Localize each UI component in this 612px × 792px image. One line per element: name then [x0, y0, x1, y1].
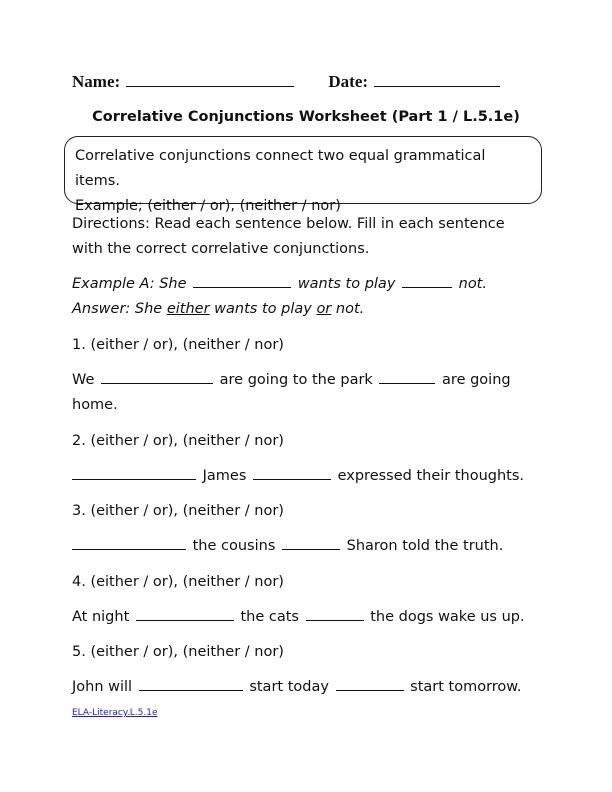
- question-2-sentence: [72, 464, 524, 489]
- question-3-sentence: [72, 534, 503, 559]
- q3-text-2: Sharon told the truth.: [346, 538, 504, 554]
- q5-blank-1[interactable]: [139, 678, 243, 691]
- example-sentence: [72, 272, 487, 297]
- answer-end: not.: [335, 301, 365, 317]
- question-5-sentence: [72, 675, 521, 700]
- answer-mid: wants to play: [214, 301, 312, 317]
- q4-text-1: At night: [72, 609, 130, 625]
- standard-link[interactable]: ELA-Literacy.L.5.1e: [72, 708, 158, 718]
- q4-text-2: the cats: [240, 609, 299, 625]
- q1-text-2: are going to the park: [219, 372, 373, 388]
- directions-line-1: Directions: Read each sentence below. Fill in each sentence: [72, 216, 505, 232]
- question-2-options: 2. (either / or), (neither / nor): [72, 433, 284, 449]
- example-blank-1: [193, 275, 291, 288]
- example-label: Example A:: [72, 276, 155, 292]
- example-answer: [72, 297, 364, 322]
- q3-blank-1[interactable]: [72, 537, 186, 550]
- q1-blank-1[interactable]: [101, 371, 213, 384]
- definition-line-1: Correlative conjunctions connect two equal grammatical items.: [75, 148, 486, 189]
- directions-line-2: with the correct correlative conjunctions.: [72, 241, 370, 257]
- answer-pre: She: [134, 301, 163, 317]
- date-field-line[interactable]: [374, 72, 500, 87]
- answer-word-either: either: [166, 301, 210, 317]
- q4-blank-1[interactable]: [136, 608, 234, 621]
- q5-blank-2[interactable]: [336, 678, 404, 691]
- question-1-sentence: [72, 368, 511, 393]
- answer-label: Answer:: [72, 301, 131, 317]
- question-3-options: 3. (either / or), (neither / nor): [72, 503, 284, 519]
- q3-blank-2[interactable]: [282, 537, 340, 550]
- q5-text-1: John will: [72, 679, 133, 695]
- name-label: Name:: [72, 72, 121, 91]
- q4-text-3: the dogs wake us up.: [370, 609, 525, 625]
- q5-text-2: start today: [249, 679, 329, 695]
- q2-text-2: expressed their thoughts.: [337, 468, 525, 484]
- example-mid: wants to play: [297, 276, 396, 292]
- question-4-sentence: [72, 605, 525, 630]
- q1-text-1: We: [72, 372, 95, 388]
- definition-line-2: Example; (either / or), (neither / nor): [75, 198, 341, 214]
- answer-word-or: or: [316, 301, 332, 317]
- question-5-options: 5. (either / or), (neither / nor): [72, 644, 284, 660]
- question-1-options: 1. (either / or), (neither / nor): [72, 337, 284, 353]
- q4-blank-2[interactable]: [306, 608, 364, 621]
- q2-text-1: James: [202, 468, 247, 484]
- q1-text-3: are going: [442, 372, 511, 388]
- example-end: not.: [458, 276, 487, 292]
- worksheet-title: Correlative Conjunctions Worksheet (Part 1 / L.5.1e): [92, 109, 520, 125]
- date-label: Date:: [328, 72, 369, 91]
- question-1-sentence-cont: home.: [72, 397, 118, 413]
- header-row: [72, 72, 532, 92]
- q3-text-1: the cousins: [192, 538, 276, 554]
- definition-box: [64, 136, 542, 214]
- name-field-line[interactable]: [126, 72, 294, 87]
- q2-blank-2[interactable]: [253, 467, 331, 480]
- example-blank-2: [402, 275, 452, 288]
- question-4-options: 4. (either / or), (neither / nor): [72, 574, 284, 590]
- q5-text-3: start tomorrow.: [410, 679, 522, 695]
- q1-blank-2[interactable]: [379, 371, 435, 384]
- q2-blank-1[interactable]: [72, 467, 196, 480]
- example-pre: She: [159, 276, 187, 292]
